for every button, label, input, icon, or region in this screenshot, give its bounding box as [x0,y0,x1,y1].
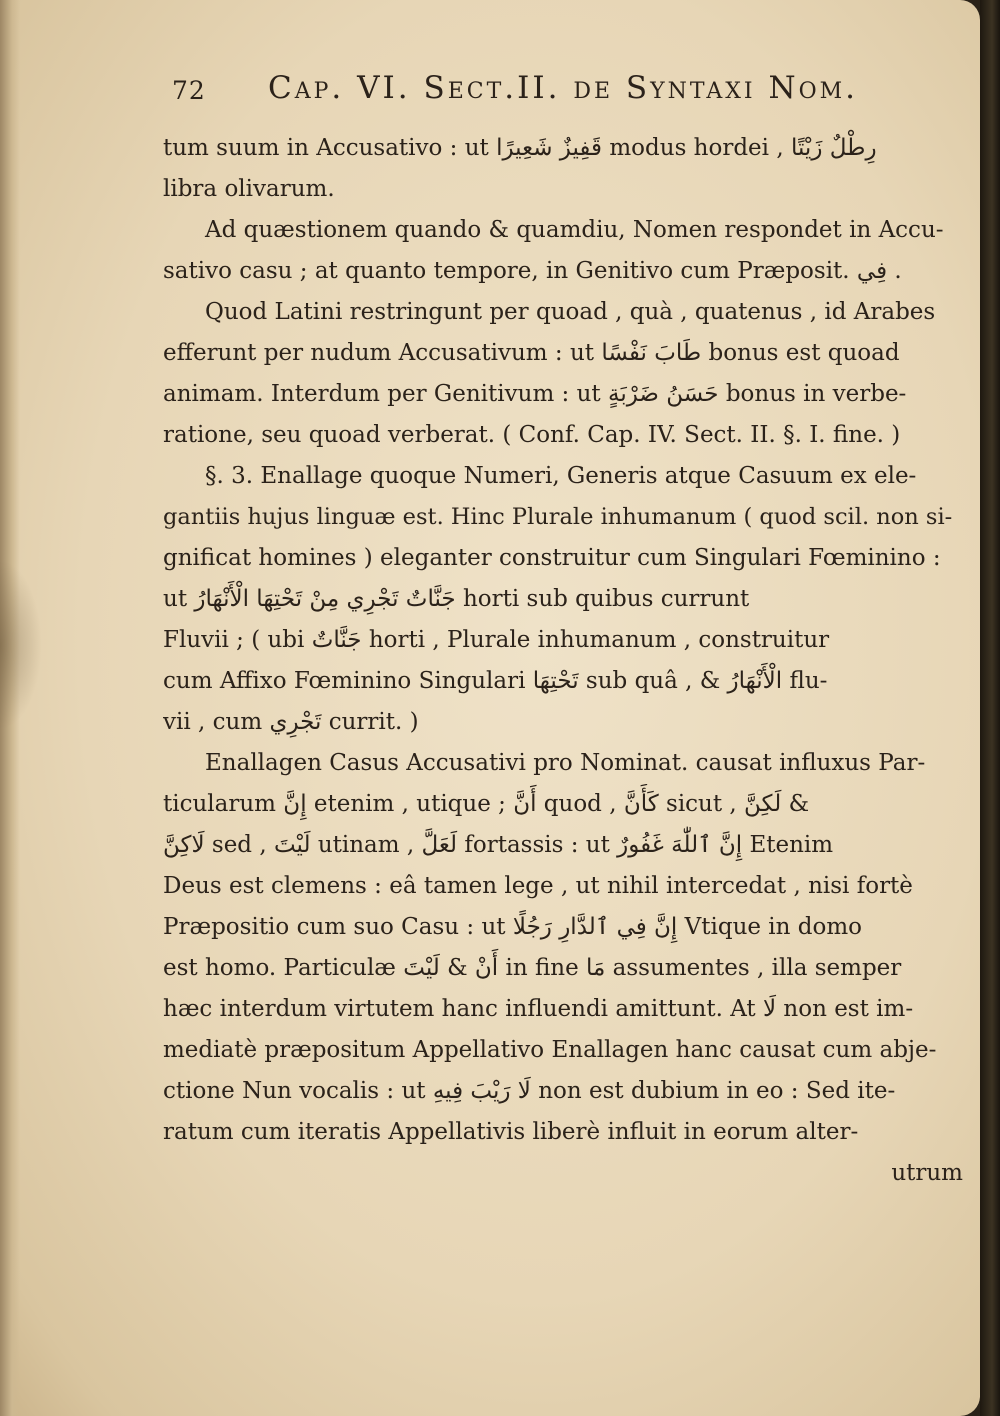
text-line: Quod Latini restringunt per quoad , quà , quatenus , id Arabes [205,299,936,325]
book-edge [980,0,1000,1416]
text-line: est homo. Particulæ أَنْ & لَيْتَ in fine مَا assumentes , illa semper [163,955,902,981]
text-line: vii , cum تَجْرِي currit. ) [163,709,419,735]
text-line: ctione Nun vocalis : ut لَا رَيْبَ فِيهِ non est dubium in eo : Sed ite- [163,1078,896,1104]
text-line: efferunt per nudum Accusativum : ut طَابَ نَفْسًا bonus est quoad [163,340,900,366]
text-line: Enallagen Casus Accusativi pro Nominat. causat influxus Par- [205,750,926,776]
text-line: Fluvii ; ( ubi جَنَّاتٌ horti , Plurale inhumanum , construitur [163,627,830,653]
text-line: Præpositio cum suo Casu : ut إِنَّ فِي ٱلدَّارِ رَجُلًا Vtique in domo [163,914,863,940]
text-line: ut جَنَّاتٌ تَجْرِي مِنْ تَحْتِهَا الْأَنْهَارُ horti sub quibus currunt [163,586,750,612]
text-line: لَاكِنَّ sed , لَيْتَ utinam , لَعَلَّ fortassis : ut إِنَّ ٱللّٰهَ غَفُورٌ Etenim [163,832,834,858]
running-head: Cap. VI. Sect.II. de Syntaxi Nom. [268,70,858,106]
text-line: Deus est clemens : eâ tamen lege , ut nihil intercedat , nisi fortè [163,873,913,899]
text-line: §. 3. Enallage quoque Numeri, Generis atque Casuum ex ele- [205,463,917,489]
text-line: gnificat homines ) eleganter construitur cum Singulari Fœminino : [163,545,941,571]
text-line: ratum cum iteratis Appellativis liberè influit in eorum alter- [163,1119,859,1145]
text-line: sativo casu ; at quanto tempore, in Genitivo cum Præposit. فِي . [163,258,902,284]
text-line: Ad quæstionem quando & quamdiu, Nomen respondet in Accu- [205,217,944,243]
catchword: utrum [891,1160,963,1186]
page-number: 72 [172,76,206,105]
text-line: ratione, seu quoad verberat. ( Conf. Cap. IV. Sect. II. §. I. fine. ) [163,422,901,448]
text-block [163,128,963,1194]
page-header [172,70,932,116]
text-line: animam. Interdum per Genitivum : ut حَسَنُ ضَرْبَةٍ bonus in verbe- [163,381,907,407]
text-line: ticularum إِنَّ etenim , utique ; أَنَّ quod , كَأَنَّ sicut , لَكِنَّ & [163,791,810,817]
text-line: mediatè præpositum Appellativo Enallagen hanc causat cum abje- [163,1037,937,1063]
text-line: cum Affixo Fœminino Singulari تَحْتِهَا sub quâ , & الْأَنْهَارُ flu- [163,668,828,694]
text-line: tum suum in Accusativo : ut قَفِيزٌ شَعِيرًا modus hordei , رِطْلٌ زَيْتًا [163,135,877,161]
text-line: hæc interdum virtutem hanc influendi amittunt. At لَا non est im- [163,996,914,1022]
text-line: libra olivarum. [163,176,335,202]
binding-shadow [0,560,42,730]
text-line: gantiis hujus linguæ est. Hinc Plurale inhumanum ( quod scil. non si- [163,504,953,530]
